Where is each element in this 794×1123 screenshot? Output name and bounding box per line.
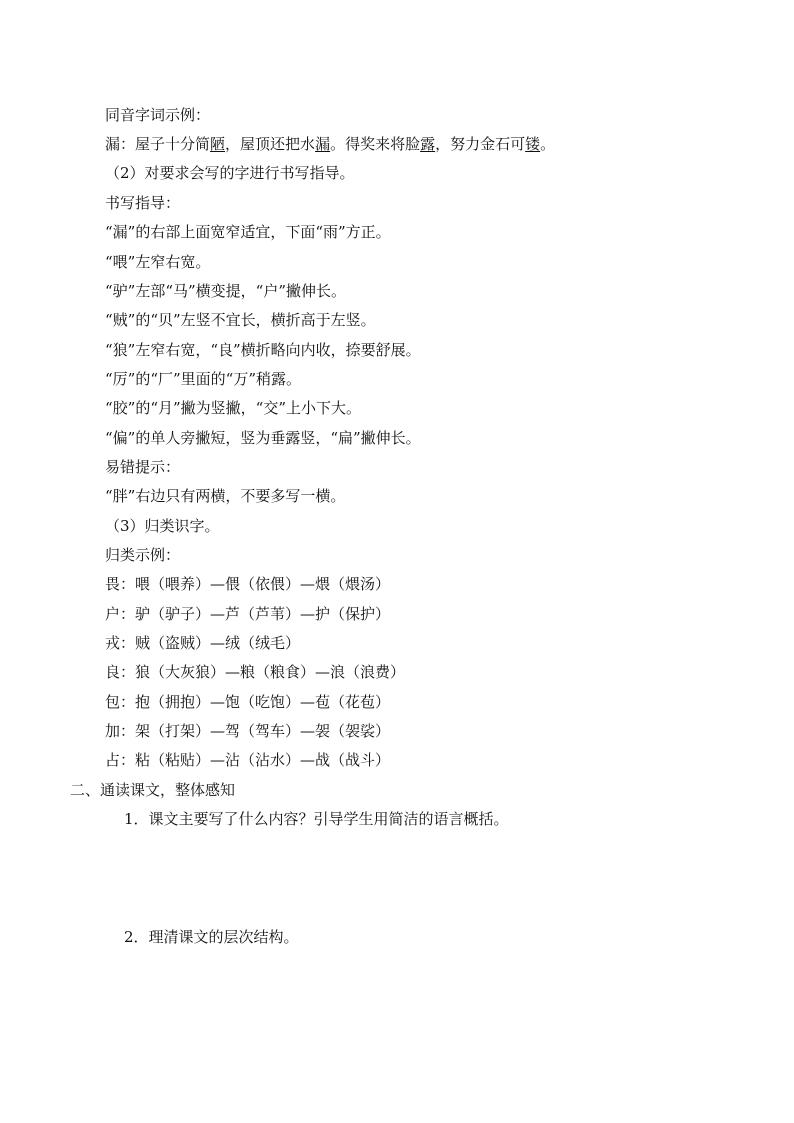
writing-item: “厉”的“厂”里面的“万”稍露。 <box>105 370 302 388</box>
writing-title: 书写指导： <box>105 194 181 212</box>
writing-item: “偏”的单人旁撇短，竖为垂露竖，“扁”撇伸长。 <box>105 429 421 447</box>
section-2-heading: 二、通读课文，整体感知 <box>70 781 236 799</box>
classify-item: 良：狼（大灰狼）—粮（粮食）—浪（浪费） <box>105 663 406 681</box>
homophone-text-2: ，屋顶还把水 <box>225 135 316 153</box>
writing-item: “喂”左窄右宽。 <box>105 253 211 271</box>
homophone-underlined-4: 镂 <box>525 135 541 153</box>
classify-title: 归类示例： <box>105 546 181 564</box>
classify-item: 户：驴（驴子）—芦（芦苇）—护（保护） <box>105 605 391 623</box>
homophone-underlined-1: 陋 <box>210 135 226 153</box>
homophone-underlined-2: 漏 <box>315 135 331 153</box>
step-2: （2）对要求会写的字进行书写指导。 <box>105 164 355 182</box>
step-3: （3）归类识字。 <box>105 517 220 535</box>
writing-item: “驴”左部“马”横变提，“户”撇伸长。 <box>105 282 347 300</box>
classify-item: 戎：贼（盗贼）—绒（绒毛） <box>105 634 301 652</box>
homophone-head: 漏： <box>105 135 136 153</box>
homophone-text-4: ，努力金石可 <box>435 135 526 153</box>
writing-item: “贼”的“贝”左竖不宜长，横折高于左竖。 <box>105 311 376 329</box>
homophone-title: 同音字词示例： <box>105 106 211 124</box>
writing-item: “狼”左窄右宽，“良”横折略向内收，捺要舒展。 <box>105 341 421 359</box>
error-title: 易错提示： <box>105 458 181 476</box>
homophone-text-1: 屋子十分简 <box>135 135 211 153</box>
homophone-underlined-3: 露 <box>420 135 436 153</box>
writing-item: “漏”的右部上面宽窄适宜，下面“雨”方正。 <box>105 223 391 241</box>
classify-item: 占：粘（粘贴）—沾（沾水）—战（战斗） <box>105 751 391 769</box>
classify-item: 包：抱（拥抱）—饱（吃饱）—苞（花苞） <box>105 693 391 711</box>
homophone-text-5: 。 <box>540 135 556 153</box>
classify-item: 畏：喂（喂养）—偎（依偎）—煨（煨汤） <box>105 575 391 593</box>
writing-item: “胶”的“月”撇为竖撇，“交”上小下大。 <box>105 399 362 417</box>
question-1: 1．课文主要写了什么内容？引导学生用简洁的语言概括。 <box>124 810 509 828</box>
question-2: 2．理清课文的层次结构。 <box>124 928 299 946</box>
homophone-text-3: 。得奖来将脸 <box>330 135 421 153</box>
classify-item: 加：架（打架）—驾（驾车）—袈（袈裟） <box>105 722 391 740</box>
homophone-example <box>105 133 555 155</box>
error-item: “胖”右边只有两横，不要多写一横。 <box>105 487 346 505</box>
